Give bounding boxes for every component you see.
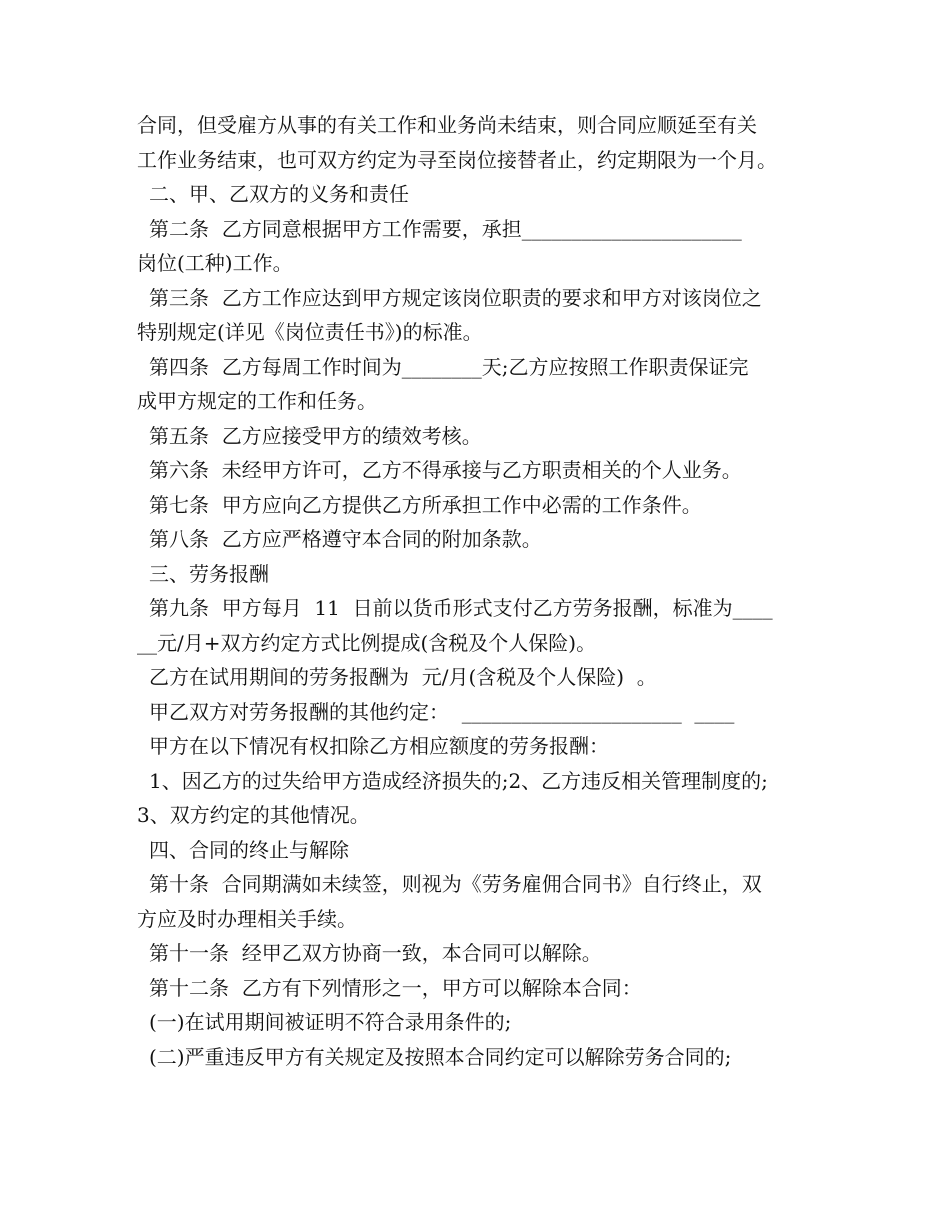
clause-line: 甲乙双方对劳务报酬的其他约定： ______________________ ____ <box>149 699 735 724</box>
clause-line: (一)在试用期间被证明不符合录用条件的; <box>149 1010 512 1034</box>
section-heading: 二、甲、乙双方的义务和责任 <box>149 182 409 206</box>
paragraph-line: 3、双方约定的其他情况。 <box>137 803 370 827</box>
clause-line: 第五条 乙方应接受甲方的绩效考核。 <box>149 423 482 448</box>
clause-line: 第十条 合同期满如未续签，则视为《劳务雇佣合同书》自行终止，双 <box>149 872 762 896</box>
paragraph-line: 合同，但受雇方从事的有关工作和业务尚未结束，则合同应顺延至有关 <box>137 113 757 137</box>
paragraph-line: 岗位(工种)工作。 <box>137 251 293 275</box>
clause-line: 1、因乙方的过失给甲方造成经济损失的;2、乙方违反相关管理制度的; <box>149 768 768 793</box>
section-heading: 三、劳务报酬 <box>149 561 269 586</box>
paragraph-line: 方应及时办理相关手续。 <box>137 906 357 931</box>
clause-line: (二)严重违反甲方有关规定及按照本合同约定可以解除劳务合同的; <box>149 1044 732 1069</box>
section-heading: 四、合同的终止与解除 <box>149 837 349 862</box>
clause-line: 第八条 乙方应严格遵守本合同的附加条款。 <box>149 527 542 551</box>
clause-line: 乙方在试用期间的劳务报酬为 元/月(含税及个人保险) 。 <box>149 665 657 689</box>
clause-line: 第十一条 经甲乙双方协商一致，本合同可以解除。 <box>149 941 602 965</box>
paragraph-line: 成甲方规定的工作和任务。 <box>137 389 377 413</box>
clause-line: 第三条 乙方工作应达到甲方规定该岗位职责的要求和甲方对该岗位之 <box>149 285 762 310</box>
clause-line: 第十二条 乙方有下列情形之一，甲方可以解除本合同： <box>149 975 642 1000</box>
clause-line: 第四条 乙方每周工作时间为________天;乙方应按照工作职责保证完 <box>149 354 749 379</box>
clause-line: 甲方在以下情况有权扣除乙方相应额度的劳务报酬： <box>149 734 609 758</box>
clause-line: 第六条 未经甲方许可，乙方不得承接与乙方职责相关的个人业务。 <box>149 458 742 482</box>
paragraph-line: 工作业务结束，也可双方约定为寻至岗位接替者止，约定期限为一个月。 <box>137 147 777 172</box>
clause-line: 第九条 甲方每月 11 日前以货币形式支付乙方劳务报酬，标准为____ <box>149 596 773 620</box>
clause-line: 第二条 乙方同意根据甲方工作需要，承担______________________ <box>149 216 742 241</box>
clause-line: 第七条 甲方应向乙方提供乙方所承担工作中必需的工作条件。 <box>149 492 702 517</box>
paragraph-line: __元/月+双方约定方式比例提成(含税及个人保险)。 <box>137 630 597 655</box>
paragraph-line: 特别规定(详见《岗位责任书》)的标准。 <box>137 320 483 344</box>
contract-text-body <box>137 108 837 1074</box>
